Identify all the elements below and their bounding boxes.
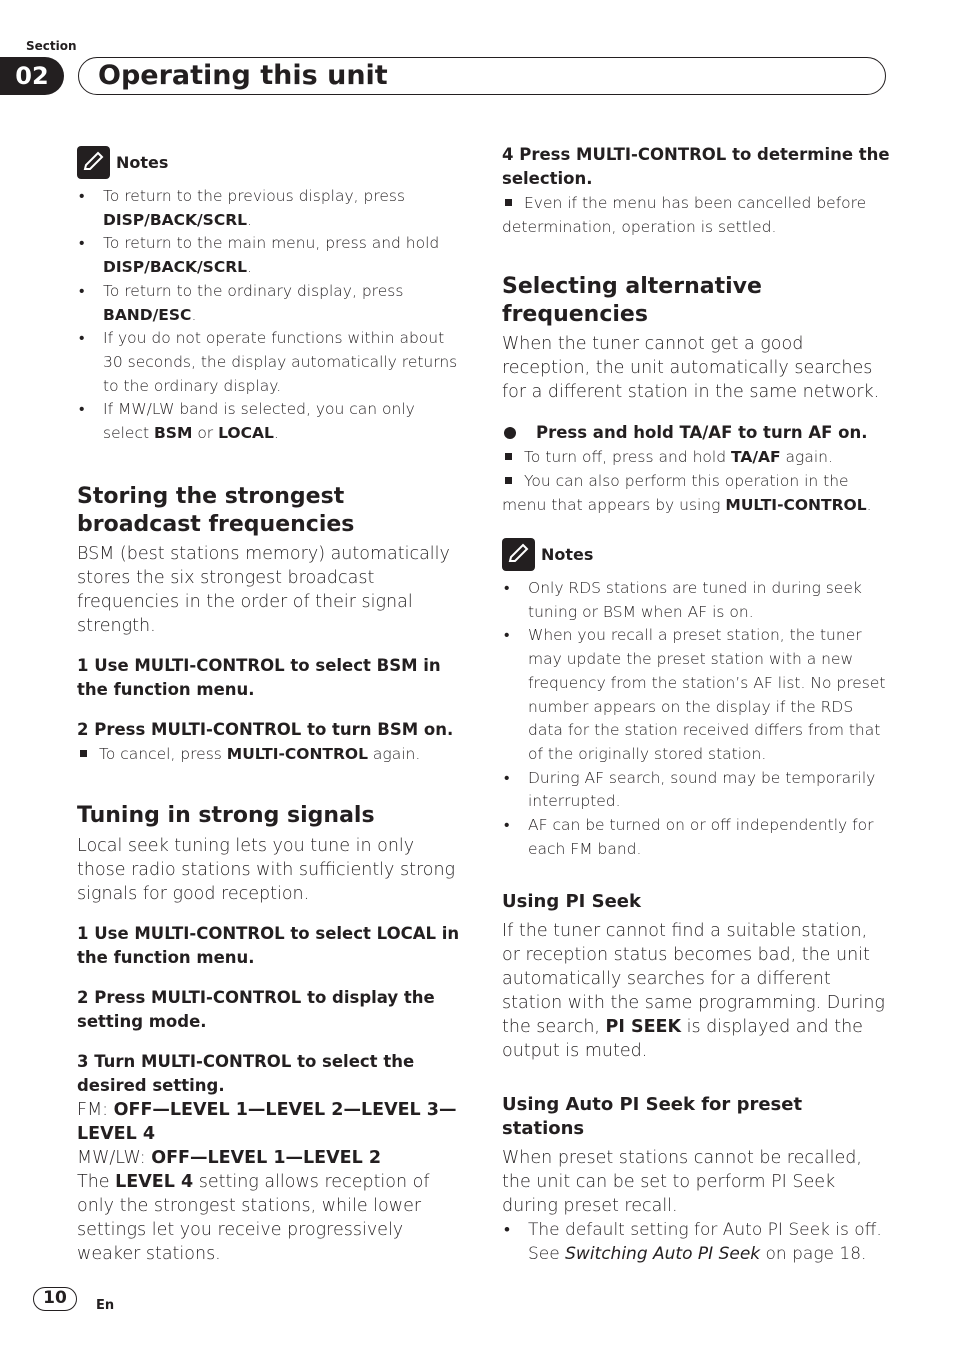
list-item: • To return to the ordinary display, press BAND/ESC. [77,280,465,327]
local-step-1: 1 Use MULTI-CONTROL to select LOCAL in the function menu. [77,923,460,967]
local-step-2: 2 Press MULTI-CONTROL to display the setting mode. [77,987,435,1031]
bsm-step-1: 1 Use MULTI-CONTROL to select BSM in the function menu. [77,655,441,699]
list-item: • During AF search, sound may be temporarily interrupted. [502,767,890,814]
af-action: Press and hold TA/AF to turn AF on. [502,421,890,445]
pi-seek-body: If the tuner cannot find a suitable station, or reception status becomes bad, the unit automatically searches for a different station with the same programming. During the search, PI SEEK is displayed and the output is muted. [502,921,885,1062]
section-label: Section [26,39,77,53]
notes-header [502,537,890,571]
list-item: • To return to the previous display, press DISP/BACK/SCRL. [77,185,465,232]
pencil-icon [502,538,535,571]
section-heading-bsm: Storing the strongest broadcast frequencies [77,483,355,537]
language-code: En [96,1298,115,1313]
list-item: • The default setting for Auto PI Seek is off. See Switching Auto PI Seek on page 18. [502,1218,890,1266]
auto-pi-seek-list [502,1218,890,1266]
af-note-1: To turn off, press and hold TA/AF again. [502,445,890,469]
step-4-note: Even if the menu has been cancelled before determination, operation is settled. [502,194,867,236]
bullet-dot-icon [504,427,516,439]
local-outro: The LEVEL 4 setting allows reception of only the strongest stations, while lower settings let you receive progressively weaker stations. [77,1171,430,1264]
section-heading-local: Tuning in strong signals [77,802,375,828]
section-heading-af: Selecting alternative frequencies [502,274,762,327]
bsm-step-2: 2 Press MULTI-CONTROL to turn BSM on. [77,719,454,739]
notes-label: Notes [541,544,594,564]
list-item: • If MW/LW band is selected, you can only select BSM or LOCAL. [77,398,465,445]
af-note-2: You can also perform this operation in the menu that appears by using MULTI-CONTROL. [502,472,872,514]
mw-levels: MW/LW: OFF—LEVEL 1—LEVEL 2 [77,1147,382,1168]
notes-label: Notes [116,152,169,172]
page-title: Operating this unit [98,60,388,91]
list-item: • To return to the main menu, press and hold DISP/BACK/SCRL. [77,232,465,279]
section-heading-pi-seek: Using PI Seek [502,891,641,913]
local-step-3: 3 Turn MULTI-CONTROL to select the desired setting. [77,1051,415,1095]
list-item: • When you recall a preset station, the tuner may update the preset station with a new frequency from the station’s AF list. No preset number appears on the display if the RDS data for the station received differs from that of the originally stored station. [502,624,890,766]
notes-list [502,577,890,861]
notes-header [77,145,465,179]
page-number: 10 [33,1287,77,1311]
list-item: • Only RDS stations are tuned in during seek tuning or BSM when AF is on. [502,577,890,624]
list-item: • AF can be turned on or off independently for each FM band. [502,814,890,861]
notes-list [77,185,465,446]
af-intro: When the tuner cannot get a good reception, the unit automatically searches for a different station in the same network. [502,334,880,402]
list-item: • If you do not operate functions within about 30 seconds, the display automatically returns to the ordinary display. [77,327,465,398]
right-column [502,143,890,1266]
local-intro: Local seek tuning lets you tune in only those radio stations with sufficiently strong signals for good reception. [77,835,456,904]
section-heading-auto-pi-seek: Using Auto PI Seek for preset stations [502,1094,803,1140]
fm-levels: FM: OFF—LEVEL 1—LEVEL 2—LEVEL 3—LEVEL 4 [77,1099,457,1144]
auto-pi-seek-body: When preset stations cannot be recalled, the unit can be set to perform PI Seek during preset recall. [502,1148,862,1217]
bsm-intro: BSM (best stations memory) automatically stores the six strongest broadcast frequencies in the order of their signal strength. [77,543,450,636]
pencil-icon [77,146,110,179]
step-4: 4 Press MULTI-CONTROL to determine the selection. [502,145,890,188]
bsm-cancel-note: To cancel, press MULTI-CONTROL again. [77,742,465,766]
left-column [77,145,465,1266]
section-number-badge: 02 [0,57,64,95]
